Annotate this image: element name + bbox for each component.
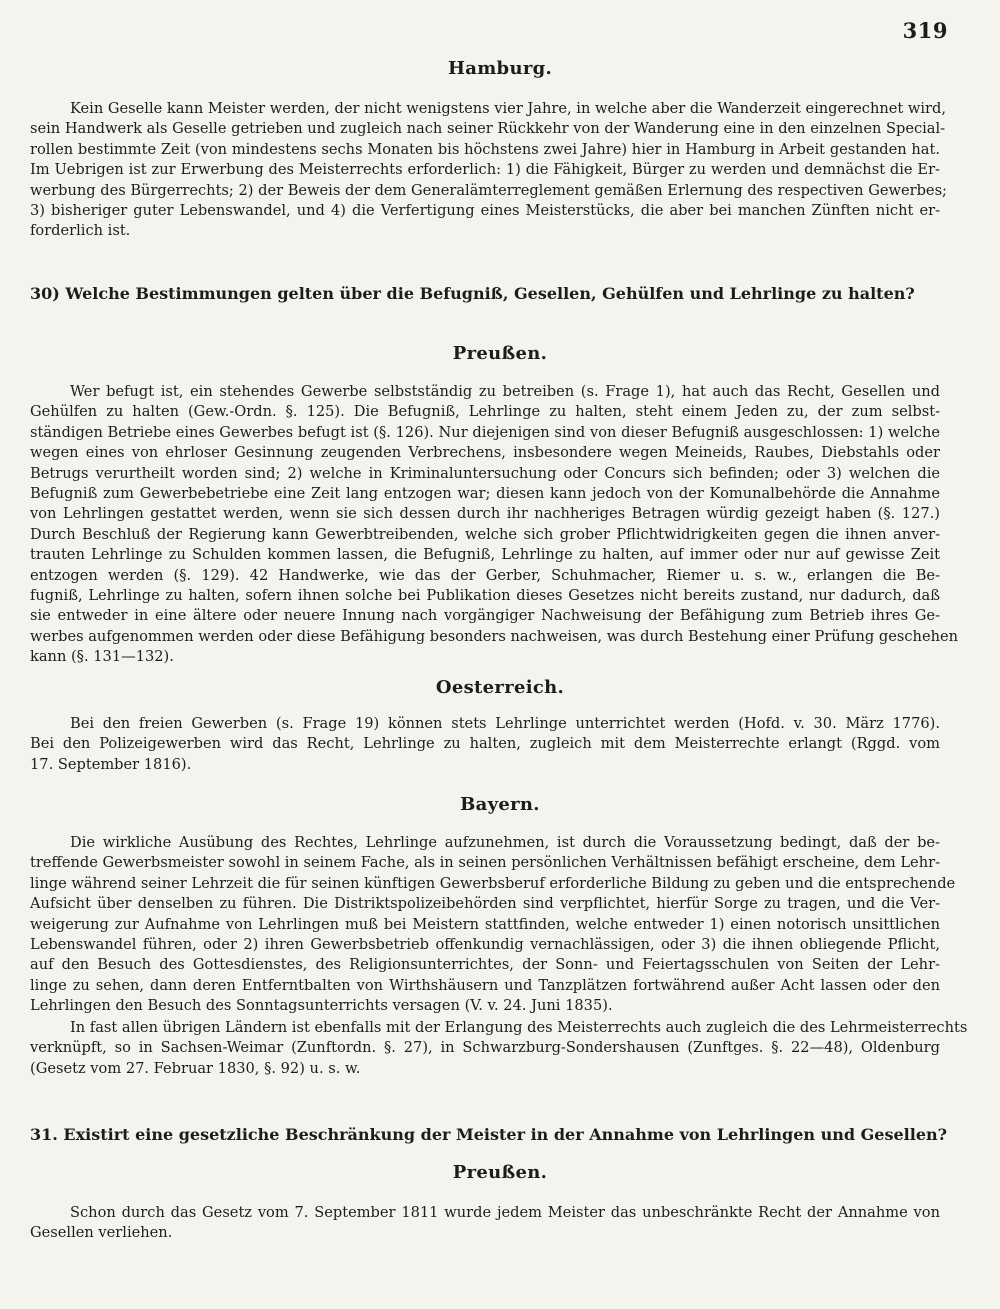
text-line: werbung des Bürgerrechts; 2) der Beweis der dem Generalämterreglement gemäßen Erlernung des respectiven Gewerbes; — [30, 181, 947, 199]
question-31: 31. Existirt eine gesetzliche Beschränkung der Meister in der Annahme von Lehrlingen und Gesellen? — [30, 1125, 948, 1144]
text-line: rollen bestimmte Zeit (von mindestens sechs Monaten bis höchstens zwei Jahre) hier in Hamburg in Arbeit gestanden hat. — [30, 140, 940, 158]
text-line: 3) bisheriger guter Lebenswandel, und 4) die Verfertigung eines Meisterstücks, die aber bei manchen Zünften nicht er- — [30, 202, 940, 220]
text-line: Befugniß zum Gewerbebetriebe eine Zeit lang entzogen war; diesen kann jedoch von der Komunalbehörde die Annahme — [30, 485, 940, 503]
text-line: In fast allen übrigen Ländern ist ebenfalls mit der Erlangung des Meisterrechts auch zugleich die des Lehrmeisterrechts — [70, 1019, 968, 1036]
text-line: forderlich ist. — [30, 222, 131, 240]
paragraph-oesterreich — [30, 714, 940, 775]
text-line: werbes aufgenommen werden oder diese Befähigung besonders nachweisen, was durch Bestehung einer Prüfung geschehen — [30, 627, 959, 645]
text-line: ständigen Betriebe eines Gewerbes befugt ist (§. 126). Nur diejenigen sind von dieser Befugniß ausgeschlossen: 1) welche — [30, 423, 940, 441]
paragraph-preussen — [30, 382, 959, 668]
text-line: Gehülfen zu halten (Gew.-Ordn. §. 125). Die Befugniß, Lehrlinge zu halten, steht einem Jeden zu, der zum selbst- — [30, 403, 940, 421]
text-line: linge während seiner Lehrzeit die für seinen künftigen Gewerbsberuf erforderliche Bildung zu geben und die entsprechende — [30, 874, 956, 892]
text-line: fugniß, Lehrlinge zu halten, sofern ihnen solche bei Publikation dieses Gesetzes nicht bereits zustand, nur dadurch, daß — [30, 587, 940, 605]
text-line: weigerung zur Aufnahme von Lehrlingen muß bei Meistern stattfinden, welche entweder 1) einen notorisch unsittlichen — [30, 915, 940, 933]
heading-preussen-31: Preußen. — [452, 1162, 548, 1183]
text-line: Im Uebrigen ist zur Erwerbung des Meisterrechts erforderlich: 1) die Fähigkeit, Bürger zu werden und demnächst die Er- — [30, 161, 940, 179]
text-line: Lebenswandel führen, oder 2) ihren Gewerbsbetrieb offenkundig vernachlässigen, oder 3) die ihnen obliegende Pflicht, — [30, 936, 940, 954]
paragraph-other-countries — [30, 1018, 968, 1079]
text-line: linge zu sehen, dann deren Entferntbalten von Wirthshäusern und Tanzplätzen fortwährend außer Acht lassen oder den — [30, 976, 940, 994]
text-line: Gesellen verliehen. — [30, 1224, 173, 1242]
paragraph-bayern — [30, 833, 956, 1017]
text-line: Lehrlingen den Besuch des Sonntagsunterrichts versagen (V. v. 24. Juni 1835). — [30, 997, 613, 1015]
text-line: wegen eines von ehrloser Gesinnung zeugenden Verbrechens, insbesondere wegen Meineids, Raubes, Diebstahls oder — [30, 444, 940, 462]
heading-preussen: Preußen. — [452, 343, 548, 364]
question-30: 30) Welche Bestimmungen gelten über die Befugniß, Gesellen, Gehülfen und Lehrlinge zu halten? — [30, 284, 915, 303]
text-line: Betrugs verurtheilt worden sind; 2) welche in Kriminaluntersuchung oder Concurs sich befinden; oder 3) welchen die — [30, 464, 940, 482]
paragraph-preussen-31 — [30, 1203, 940, 1244]
heading-oesterreich: Oesterreich. — [435, 677, 565, 698]
text-line: sein Handwerk als Geselle getrieben und zugleich nach seiner Rückkehr von der Wanderung eine in den einzelnen Special- — [30, 120, 946, 138]
heading-bayern: Bayern. — [460, 794, 540, 815]
text-line: entzogen werden (§. 129). 42 Handwerke, wie das der Gerber, Schuhmacher, Riemer u. s. w., erlangen die Be- — [30, 566, 940, 584]
text-line: Bei den Polizeigewerben wird das Recht, Lehrlinge zu halten, zugleich mit dem Meisterrechte erlangt (Rggd. vom — [30, 735, 940, 753]
text-line: sie entweder in eine ältere oder neuere Innung nach vorgängiger Nachweisung der Befähigung zum Betrieb ihres Ge- — [30, 607, 940, 625]
text-line: Schon durch das Gesetz vom 7. September 1811 wurde jedem Meister das unbeschränkte Recht der Annahme von — [70, 1204, 940, 1221]
text-line: auf den Besuch des Gottesdienstes, des Religionsunterrichtes, der Sonn- und Feiertagsschulen von Seiten der Lehr- — [30, 956, 940, 974]
text-line: verknüpft, so in Sachsen-Weimar (Zunftordn. §. 27), in Schwarzburg-Sondershausen (Zunftges. §. 22—48), Oldenburg — [30, 1039, 940, 1057]
text-line: Bei den freien Gewerben (s. Frage 19) können stets Lehrlinge unterrichtet werden (Hofd. v. 30. März 1776). — [70, 715, 940, 732]
text-line: Durch Beschluß der Regierung kann Gewerbtreibenden, welche sich grober Pflichtwidrigkeiten gegen die ihnen anver- — [30, 525, 940, 543]
paragraph-hamburg — [30, 99, 947, 242]
text-line: trauten Lehrlinge zu Schulden kommen lassen, die Befugniß, Lehrlinge zu halten, auf immer oder nur auf gewisse Zeit — [30, 546, 940, 564]
text-line: Aufsicht über denselben zu führen. Die Distriktspolizeibehörden sind verpflichtet, hierfür Sorge zu tragen, und die Ver- — [30, 895, 940, 913]
text-line: Kein Geselle kann Meister werden, der nicht wenigstens vier Jahre, in welche aber die Wanderzeit eingerechnet wird, — [70, 100, 947, 117]
text-line: von Lehrlingen gestattet werden, wenn sie sich dessen durch ihr nachheriges Betragen würdig gezeigt haben (§. 127.) — [30, 505, 940, 523]
text-line: 17. September 1816). — [30, 755, 192, 773]
text-line: treffende Gewerbsmeister sowohl in seinem Fache, als in seinen persönlichen Verhältnissen befähigt erscheine, dem Lehr- — [30, 854, 940, 872]
text-line: Die wirkliche Ausübung des Rechtes, Lehrlinge aufzunehmen, ist durch die Voraussetzung bedingt, daß der be- — [70, 834, 940, 851]
text-line: kann (§. 131—132). — [30, 648, 174, 666]
text-line: (Gesetz vom 27. Februar 1830, §. 92) u. s. w. — [30, 1059, 361, 1077]
page-number: 319 — [902, 18, 948, 43]
heading-hamburg: Hamburg. — [447, 58, 553, 79]
text-line: Wer befugt ist, ein stehendes Gewerbe selbstständig zu betreiben (s. Frage 1), hat auch das Recht, Gesellen und — [70, 383, 940, 400]
